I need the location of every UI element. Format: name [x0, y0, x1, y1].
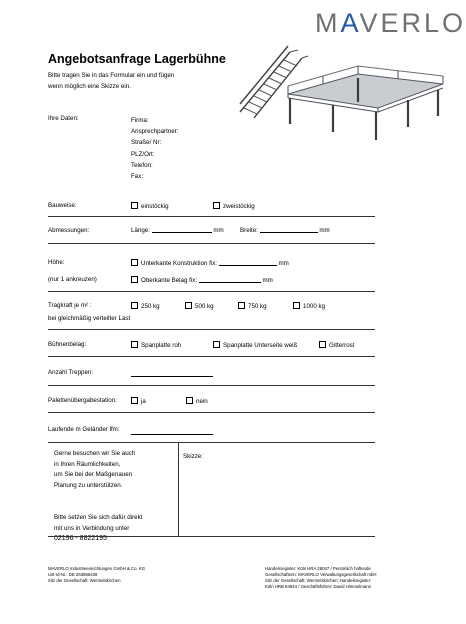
- bauweise-zweistoeckig[interactable]: zweistöckig: [213, 202, 255, 211]
- visit-note: Gerne besuchen wir Sie auch in Ihren Räumlichkeiten, um Sie bei der Maßgenauen Planung zu unterstützen.: [54, 450, 136, 489]
- checkbox-icon[interactable]: [319, 341, 326, 348]
- hoehe-oberkante[interactable]: Oberkante Belag fix: mm: [131, 276, 273, 285]
- abmessungen-label: Abmessungen:: [48, 227, 90, 234]
- field-ansprechpartner[interactable]: Ansprechpartner:: [131, 128, 179, 136]
- tragkraft-hint: bei gleichmäßig verteilter Last: [48, 315, 131, 322]
- field-plz-ort[interactable]: PLZ/Ort:: [131, 150, 155, 158]
- gelaender-input[interactable]: [131, 434, 213, 435]
- belag-spanplatte-weiss[interactable]: Spanplatte Unterseite weiß: [213, 341, 297, 350]
- divider: [48, 329, 375, 330]
- laenge-field[interactable]: Länge: mm: [131, 227, 224, 234]
- contact-fields: [131, 115, 178, 182]
- tragkraft-250[interactable]: 250 kg: [131, 302, 160, 311]
- divider: [48, 412, 375, 413]
- sketch-area[interactable]: [182, 462, 374, 534]
- divider: [48, 536, 375, 537]
- footer-left: MAVERLO Industrieeinrichtungen GmbH & Co. KG Ust-Id-Nr.: DE 263866439 Sitz der Gesellschaft: Wermelskirchen: [48, 566, 146, 583]
- unterkante-input[interactable]: [219, 265, 277, 266]
- contact-note: Bitte setzen Sie sich dafür direkt mit uns in Verbindung unter 02196 - 8822195: [54, 513, 142, 545]
- tragkraft-1000[interactable]: 1000 kg: [293, 302, 325, 311]
- belag-label: Bühnenbelag:: [48, 341, 87, 348]
- palette-ja[interactable]: ja: [131, 397, 146, 406]
- palette-nein[interactable]: nein: [186, 397, 208, 406]
- hoehe-label: Höhe:: [48, 259, 65, 266]
- checkbox-icon[interactable]: [131, 276, 138, 283]
- checkbox-icon[interactable]: [213, 341, 220, 348]
- divider: [48, 216, 375, 217]
- checkbox-icon[interactable]: [131, 397, 138, 404]
- field-strasse[interactable]: Straße/ Nr:: [131, 139, 162, 147]
- treppen-input[interactable]: [131, 376, 213, 377]
- tragkraft-750[interactable]: 750 kg: [238, 302, 267, 311]
- breite-field[interactable]: Breite: mm: [240, 227, 330, 234]
- checkbox-icon[interactable]: [131, 302, 138, 309]
- tragkraft-label: Tragkraft je m² :: [48, 302, 92, 309]
- divider: [48, 442, 375, 443]
- hoehe-unterkante[interactable]: Unterkante Konstruktion fix: mm: [131, 259, 289, 268]
- field-firma[interactable]: Firma:: [131, 117, 149, 124]
- sketch-label: Skizze:: [183, 453, 203, 460]
- treppen-label: Anzahl Treppen:: [48, 369, 94, 376]
- checkbox-icon[interactable]: [238, 302, 245, 309]
- belag-gitterrost[interactable]: Gitterrost: [319, 341, 354, 350]
- checkbox-icon[interactable]: [131, 259, 138, 266]
- sketch-divider: [178, 443, 179, 536]
- oberkante-input[interactable]: [199, 282, 261, 283]
- divider: [48, 243, 375, 244]
- tragkraft-500[interactable]: 500 kg: [185, 302, 214, 311]
- checkbox-icon[interactable]: [185, 302, 192, 309]
- footer-right: Handelsregister: Köln HRA 26047 / Persönlich haftende Gesellschafterin: MAVERLO Verwaltungsgesellschaft mbH Sitz der Gesellschaft: Wermelskirchen; Handelsregister: Köln HRB 84944 / Geschäftsführer: David Himmelmann: [265, 566, 377, 589]
- page-title: Angebotsanfrage Lagerbühne: [48, 52, 226, 66]
- checkbox-icon[interactable]: [213, 202, 220, 209]
- divider: [48, 385, 375, 386]
- bauweise-einstoeckig[interactable]: einstöckig: [131, 202, 169, 211]
- platform-illustration: [238, 42, 443, 142]
- field-telefon[interactable]: Telefon:: [131, 161, 153, 169]
- divider: [48, 356, 375, 357]
- field-fax[interactable]: Fax:: [131, 173, 144, 181]
- bauweise-label: Bauweise:: [48, 202, 77, 209]
- hoehe-hint: (nur 1 ankreuzen): [48, 276, 97, 283]
- divider: [48, 291, 375, 292]
- intro-text: Bitte tragen Sie in das Formular ein und fügen wenn möglich eine Skizze ein.: [48, 72, 175, 90]
- company-logo: MAVERLO: [315, 8, 466, 38]
- checkbox-icon[interactable]: [293, 302, 300, 309]
- palette-label: Palettenübergabestation:: [48, 397, 117, 404]
- phone-number: 02196 - 8822195: [54, 535, 107, 543]
- checkbox-icon[interactable]: [131, 202, 138, 209]
- laenge-input[interactable]: [152, 232, 212, 233]
- belag-spanplatte-roh[interactable]: Spanplatte roh: [131, 341, 181, 350]
- gelaender-label: Laufende m Geländer lfm:: [48, 426, 120, 433]
- contact-label: Ihre Daten:: [48, 115, 79, 122]
- checkbox-icon[interactable]: [131, 341, 138, 348]
- checkbox-icon[interactable]: [186, 397, 193, 404]
- breite-input[interactable]: [260, 232, 318, 233]
